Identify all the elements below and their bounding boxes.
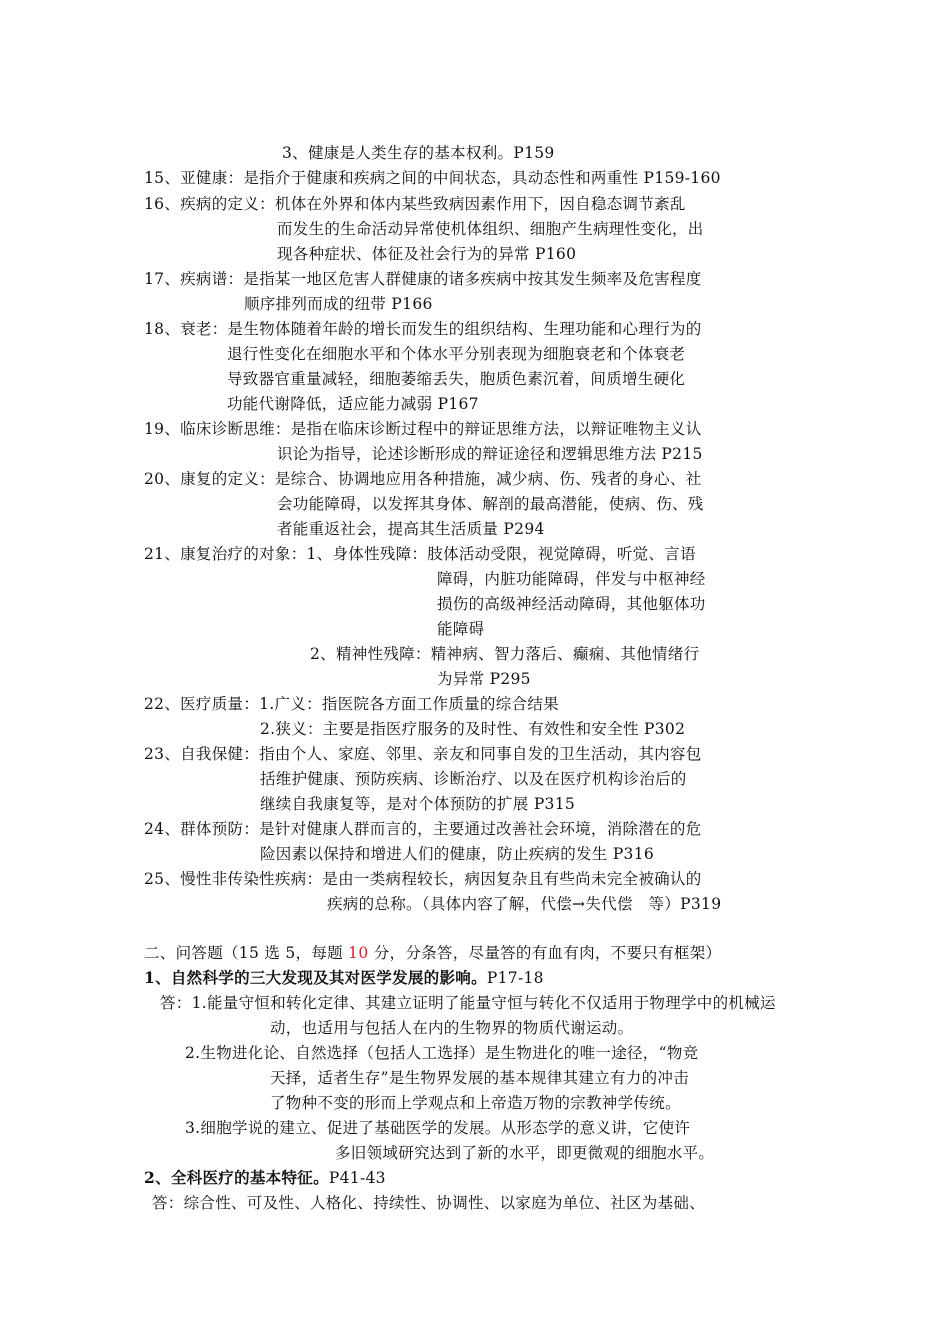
text-line: 障碍，内脏功能障碍，伴发与中枢神经	[437, 570, 706, 588]
text-line: 括维护健康、预防疾病、诊断治疗、以及在医疗机构诊治后的	[260, 770, 687, 788]
text-line: 2、精神性残障：精神病、智力落后、癫痫、其他情绪行	[310, 645, 700, 663]
question-2	[144, 1168, 386, 1188]
question-2-title: 2、全科医疗的基本特征。	[144, 1168, 329, 1187]
text-line: 3、健康是人类生存的基本权利。P159	[282, 144, 555, 162]
text-line: 2.狭义：主要是指医疗服务的及时性、有效性和安全性 P302	[260, 720, 686, 738]
answer-line: 3.细胞学说的建立、促进了基础医学的发展。从形态学的意义讲，它使许	[185, 1119, 691, 1137]
answer-line: 动，也适用与包括人在内的生物界的物质代谢运动。	[270, 1019, 634, 1037]
definition-16: 16、疾病的定义：机体在外界和体内某些致病因素作用下，因自稳态调节紊乱	[144, 195, 686, 213]
section-heading	[144, 943, 721, 963]
text-line: 识论为指导，论述诊断形成的辩证途径和逻辑思维方法 P215	[277, 445, 703, 463]
text-line: 险因素以保持和增进人们的健康，防止疾病的发生 P316	[260, 845, 655, 863]
section-heading-post: 分，分条答，尽量答的有血有肉，不要只有框架）	[368, 944, 722, 962]
definition-18: 18、衰老：是生物体随着年龄的增长而发生的组织结构、生理功能和心理行为的	[144, 320, 702, 338]
text-line: 疾病的总称。（具体内容了解，代偿→失代偿 等）P319	[327, 895, 722, 913]
section-heading-pre: 二、问答题（15 选 5，每题	[144, 944, 349, 962]
question-1-page: P17-18	[486, 969, 544, 987]
text-line: 能障碍	[437, 620, 485, 638]
answer-line: 了物种不变的形而上学观点和上帝造万物的宗教神学传统。	[270, 1094, 681, 1112]
text-line: 退行性变化在细胞水平和个体水平分别表现为细胞衰老和个体衰老	[227, 345, 686, 363]
section-heading-points: 10	[348, 944, 369, 962]
text-line: 导致器官重量减轻，细胞萎缩丢失，胞质色素沉着，间质增生硬化	[227, 370, 686, 388]
answer-line: 答：综合性、可及性、人格化、持续性、协调性、以家庭为单位、社区为基础、	[152, 1194, 706, 1212]
definition-19: 19、临床诊断思维：是指在临床诊断过程中的辩证思维方法，以辩证唯物主义认	[144, 420, 702, 438]
text-line: 功能代谢降低，适应能力减弱 P167	[227, 395, 479, 413]
definition-25: 25、慢性非传染性疾病：是由一类病程较长，病因复杂且有些尚未完全被确认的	[144, 870, 702, 888]
question-1	[144, 968, 544, 988]
answer-line: 答：1.能量守恒和转化定律、其建立证明了能量守恒与转化不仅适用于物理学中的机械运	[160, 994, 776, 1012]
text-line: 现各种症状、体征及社会行为的异常 P160	[277, 245, 577, 263]
definition-21: 21、康复治疗的对象：1、身体性残障：肢体活动受限，视觉障碍，听觉、言语	[144, 545, 696, 563]
text-line: 为异常 P295	[437, 670, 531, 688]
text-line: 继续自我康复等，是对个体预防的扩展 P315	[260, 795, 576, 813]
question-1-title: 1、自然科学的三大发现及其对医学发展的影响。	[144, 968, 487, 987]
definition-17: 17、疾病谱：是指某一地区危害人群健康的诸多疾病中按其发生频率及危害程度	[144, 270, 702, 288]
question-2-page: P41-43	[328, 1169, 386, 1187]
definition-23: 23、自我保健：指由个人、家庭、邻里、亲友和同事自发的卫生活动，其内容包	[144, 745, 702, 763]
definition-20: 20、康复的定义：是综合、协调地应用各种措施，减少病、伤、残者的身心、社	[144, 470, 702, 488]
definition-24: 24、群体预防：是针对健康人群而言的，主要通过改善社会环境，消除潜在的危	[144, 820, 702, 838]
answer-line: 2.生物进化论、自然选择（包括人工选择）是生物进化的唯一途径，“物竞	[185, 1044, 699, 1062]
text-line: 会功能障碍，以发挥其身体、解剖的最高潜能，使病、伤、残	[277, 495, 704, 513]
text-line: 而发生的生命活动异常使机体组织、细胞产生病理性变化，出	[277, 220, 704, 238]
text-line: 顺序排列而成的纽带 P166	[244, 295, 433, 313]
answer-line: 多旧领域研究达到了新的水平，即更微观的细胞水平。	[335, 1144, 715, 1162]
text-line: 者能重返社会，提高其生活质量 P294	[277, 520, 545, 538]
text-line: 损伤的高级神经活动障碍，其他躯体功	[437, 595, 706, 613]
answer-line: 天择，适者生存”是生物界发展的基本规律其建立有力的冲击	[270, 1069, 690, 1087]
definition-22: 22、医疗质量：1.广义：指医院各方面工作质量的综合结果	[144, 695, 559, 713]
definition-15: 15、亚健康：是指介于健康和疾病之间的中间状态，具动态性和两重性 P159-160	[144, 169, 721, 187]
